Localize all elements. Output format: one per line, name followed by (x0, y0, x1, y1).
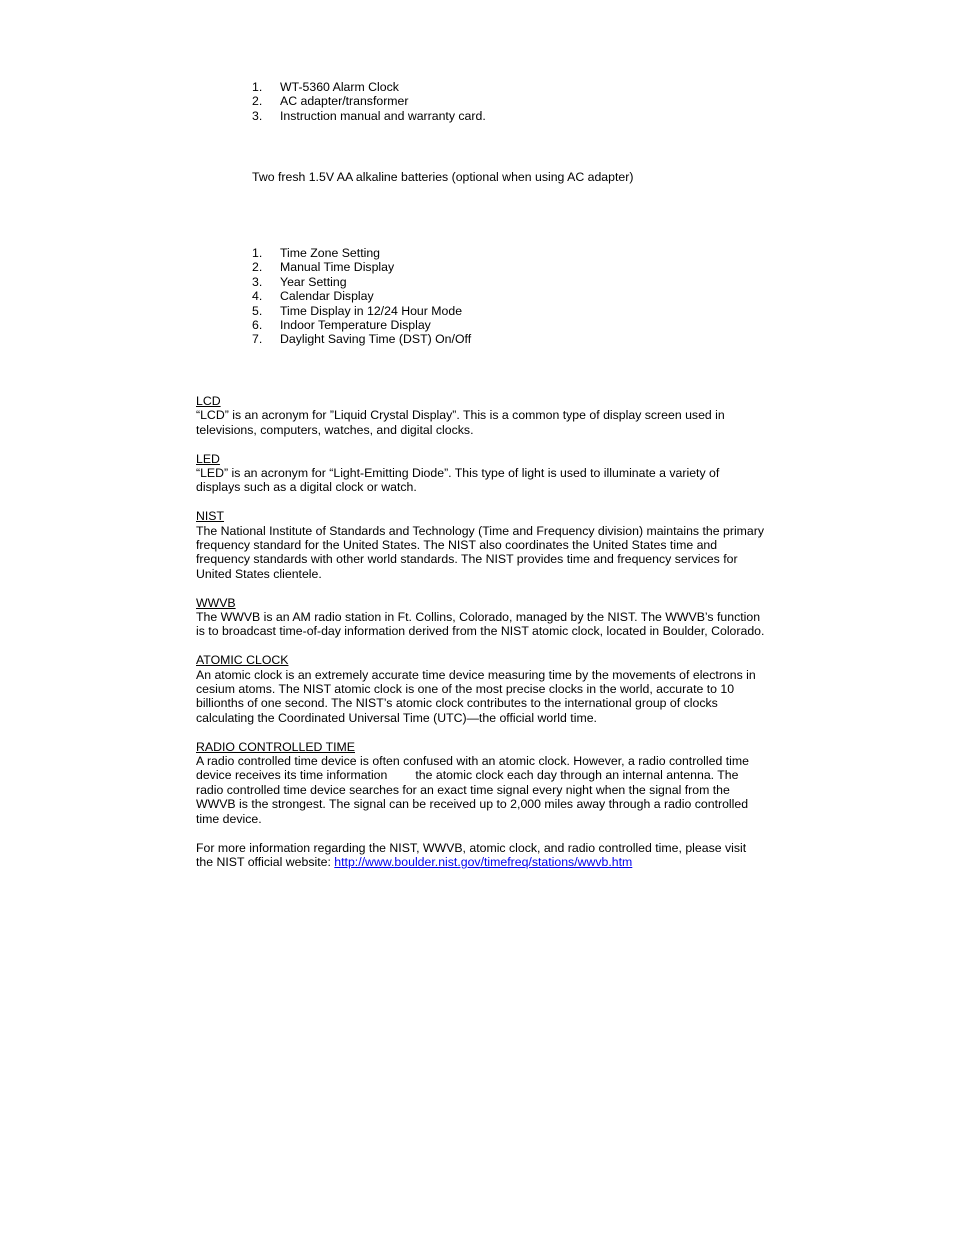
closing-text: For more information regarding the NIST, WWVB, atomic clock, and radio controlled time, please visit the NIST official website: (196, 840, 747, 869)
term-title: LED (196, 451, 220, 466)
item-number: 3. (252, 274, 263, 289)
closing-paragraph (196, 841, 766, 870)
item-text: Manual Time Display (280, 260, 395, 275)
list-item (252, 109, 486, 123)
term-title: LCD (196, 394, 221, 408)
item-text: Year Setting (280, 274, 347, 289)
item-number: 2. (252, 260, 263, 275)
glossary-entry-nist (196, 509, 766, 581)
item-number: 7. (252, 332, 263, 347)
item-text: Calendar Display (280, 289, 374, 304)
term-definition: The WWVB is an AM radio station in Ft. Collins, Colorado, managed by the NIST. The WWVB’s function is to broadcast time-of-day information derived from the NIST atomic clock, located in Boulder, Colorado. (196, 610, 765, 639)
list-item (252, 80, 486, 94)
list-item (252, 318, 471, 332)
list-item (252, 94, 486, 108)
glossary-entry-wwvb (196, 596, 766, 639)
glossary (196, 394, 766, 869)
item-text: WT-5360 Alarm Clock (280, 80, 399, 94)
item-number: 2. (252, 94, 263, 109)
term-title: NIST (196, 509, 225, 524)
item-text: Time Display in 12/24 Hour Mode (280, 303, 463, 318)
list-item (252, 275, 471, 289)
item-text: Time Zone Setting (280, 246, 381, 260)
list-item (252, 246, 471, 260)
list-item (252, 332, 471, 346)
glossary-entry-led (196, 452, 766, 495)
definition-part-2: the atomic clock each day through an internal antenna. The radio controlled time device searches for an exact time signal every night when the signal from the WWVB is the strongest. The signal can be received up to 2,000 miles away through a radio controlled time device. (196, 768, 749, 826)
item-number: 4. (252, 289, 263, 304)
term-title: WWVB (196, 595, 236, 610)
item-number: 1. (252, 80, 263, 94)
glossary-entry-atomic-clock (196, 653, 766, 725)
item-text: AC adapter/transformer (280, 94, 409, 109)
item-number: 6. (252, 317, 263, 332)
list-item (252, 260, 471, 274)
list-item (252, 289, 471, 303)
item-text: Instruction manual and warranty card. (280, 108, 486, 123)
term-definition: An atomic clock is an extremely accurate time device measuring time by the movements of electrons in cesium atoms. The NIST atomic clock is one of the most precise clocks in the world, accurate to 10 billionths of one second. The NIST’s atomic clock contributes to the international group of clocks calculating the Coordinated Universal Time (UTC)—the official world time. (196, 667, 756, 725)
term-title: RADIO CONTROLLED TIME (196, 739, 355, 754)
item-text: Indoor Temperature Display (280, 317, 431, 332)
term-definition: The National Institute of Standards and Technology (Time and Frequency division) maintains the primary frequency standard for the United States. The NIST also coordinates the United States time and frequency standards with other world standards. The NIST provides time and frequency services for United States clientele. (196, 523, 764, 581)
term-title: ATOMIC CLOCK (196, 653, 289, 668)
term-definition: “LED” is an acronym for “Light-Emitting Diode”. This type of light is used to illuminate a variety of displays such as a digital clock or watch. (196, 466, 720, 495)
item-number: 5. (252, 303, 263, 318)
item-number: 1. (252, 246, 263, 260)
list-item (252, 304, 471, 318)
glossary-entry-radio-controlled-time (196, 740, 766, 826)
item-number: 3. (252, 108, 263, 123)
term-definition: “LCD” is an acronym for ”Liquid Crystal Display”. This is a common type of display screen used in televisions, computers, watches, and digital clocks. (196, 408, 725, 437)
term-definition (196, 754, 766, 826)
package-contents-list (252, 80, 486, 123)
battery-note: Two fresh 1.5V AA alkaline batteries (optional when using AC adapter) (252, 170, 634, 184)
definition-part-1: A radio controlled time device is often confused with an atomic clock. However, a radio controlled time device receives its time information (196, 754, 749, 783)
glossary-entry-lcd (196, 394, 766, 437)
features-list (252, 246, 471, 347)
item-text: Daylight Saving Time (DST) On/Off (280, 332, 472, 347)
nist-website-link[interactable]: http://www.boulder.nist.gov/timefreq/stations/wwvb.htm (334, 854, 633, 869)
